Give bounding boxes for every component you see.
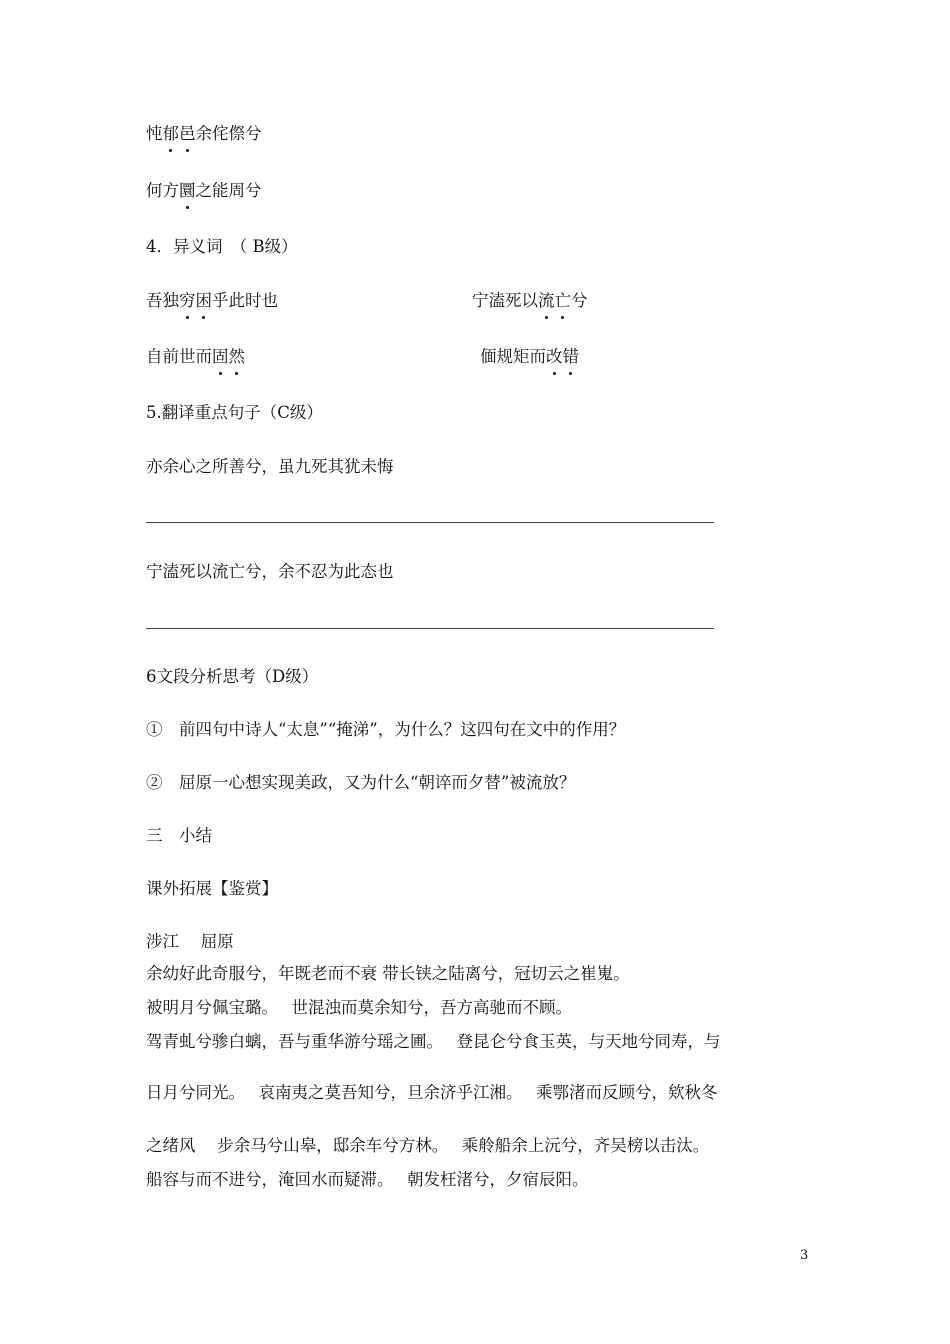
poem-line-6: 船容与而不进兮，淹回水而疑滞。 朝发枉渚兮，夕宿辰阳。 bbox=[146, 1170, 589, 1189]
question-1: ① 前四句中诗人“太息”“掩涕”，为什么？这四句在文中的作用？ bbox=[146, 720, 626, 739]
dotted-char: 然 bbox=[228, 347, 245, 366]
poem-title: 涉江 屈原 bbox=[146, 932, 234, 951]
text-line-2 bbox=[146, 180, 262, 202]
polysemy-right-1 bbox=[472, 290, 588, 312]
dotted-char: 郁 bbox=[162, 124, 179, 143]
poem-line-1: 余幼好此奇服兮，年既老而不衰 带长铗之陆离兮，冠切云之崔嵬。 bbox=[146, 964, 630, 983]
text-segment: 兮 bbox=[571, 291, 588, 310]
section-heading-5: 5.翻译重点句子（C级） bbox=[146, 403, 323, 422]
text-segment: 余侘傺兮 bbox=[195, 124, 262, 143]
text-segment: 忳 bbox=[146, 124, 163, 143]
polysemy-left-1 bbox=[146, 290, 278, 312]
text-segment: 宁溘死以 bbox=[472, 291, 538, 310]
question-2: ② 屈原一心想实现美政，又为什么“朝谇而夕替”被流放？ bbox=[146, 773, 576, 792]
translation-sentence-1: 亦余心之所善兮，虽九死其犹未悔 bbox=[146, 457, 394, 476]
dotted-char: 圜 bbox=[179, 181, 196, 200]
poem-line-5: 之绪风 步余马兮山皋，邸余车兮方林。 乘舲船余上沅兮，齐吴榜以击汰。 bbox=[146, 1136, 710, 1155]
extension-heading: 课外拓展【鉴赏】 bbox=[146, 879, 278, 898]
dotted-char: 困 bbox=[195, 291, 212, 310]
polysemy-left-2 bbox=[146, 346, 245, 368]
section-heading-4: 4．异义词 （ B级） bbox=[146, 237, 298, 256]
polysemy-right-2 bbox=[480, 346, 579, 368]
text-line-1 bbox=[146, 123, 262, 145]
section-heading-summary: 三 小结 bbox=[146, 826, 212, 845]
dotted-char: 错 bbox=[562, 347, 579, 366]
poem-line-4: 日月兮同光。 哀南夷之莫吾知兮，旦余济乎江湘。 乘鄂渚而反顾兮，欸秋冬 bbox=[146, 1083, 718, 1102]
poem-line-3: 驾青虬兮骖白螭，吾与重华游兮瑶之圃。 登昆仑兮食玉英，与天地兮同寿，与 bbox=[146, 1032, 721, 1051]
dotted-char: 邑 bbox=[179, 124, 196, 143]
answer-blank-line-1[interactable] bbox=[146, 522, 714, 523]
text-segment: 自前世而 bbox=[146, 347, 212, 366]
text-segment: 偭规矩而 bbox=[480, 347, 546, 366]
text-segment: 吾独 bbox=[146, 291, 179, 310]
dotted-char: 固 bbox=[212, 347, 229, 366]
answer-blank-line-2[interactable] bbox=[146, 628, 714, 629]
section-heading-6: 6文段分析思考（D级） bbox=[146, 667, 319, 686]
dotted-char: 改 bbox=[546, 347, 563, 366]
text-segment: 何方 bbox=[146, 181, 179, 200]
text-segment: 之能周兮 bbox=[195, 181, 262, 200]
dotted-char: 流 bbox=[538, 291, 555, 310]
translation-sentence-2: 宁溘死以流亡兮，余不忍为此态也 bbox=[146, 562, 394, 581]
dotted-char: 穷 bbox=[179, 291, 196, 310]
dotted-char: 亡 bbox=[554, 291, 571, 310]
page-number: 3 bbox=[800, 1248, 809, 1263]
text-segment: 乎此时也 bbox=[212, 291, 278, 310]
poem-line-2: 被明月兮佩宝璐。 世混浊而莫余知兮，吾方高驰而不顾。 bbox=[146, 998, 572, 1017]
